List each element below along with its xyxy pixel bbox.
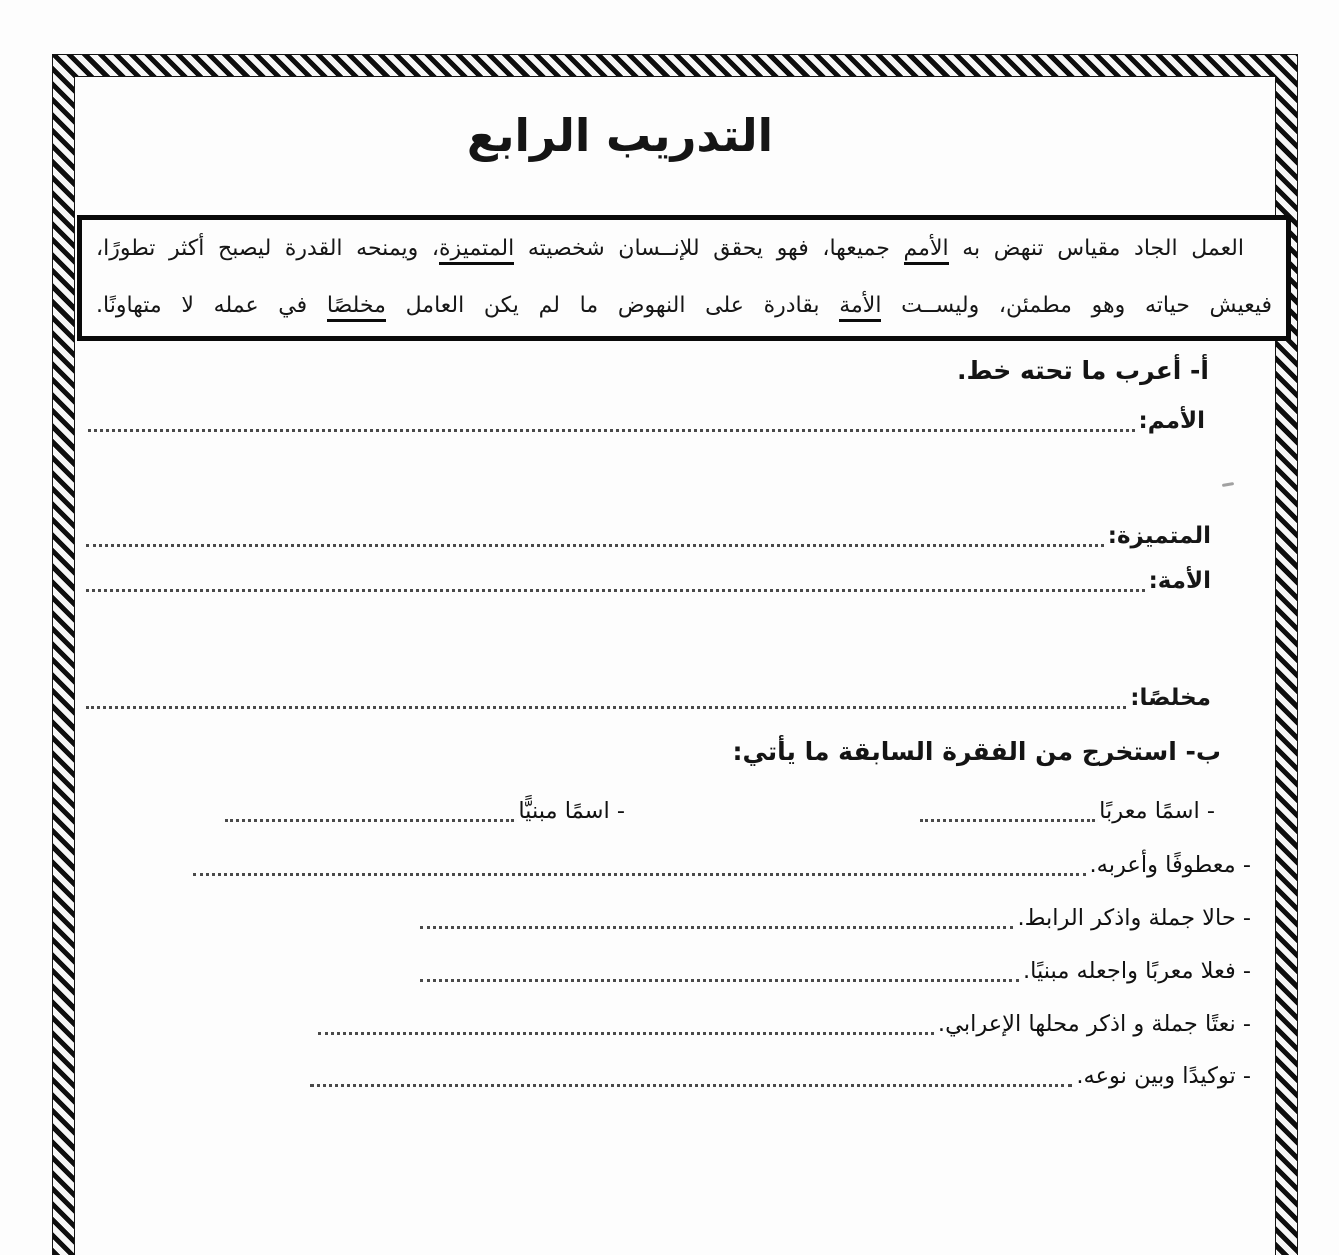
extract-row-hal — [420, 899, 1251, 935]
passage-line-1 — [96, 220, 1272, 277]
answer-blank-line — [310, 1083, 1072, 1087]
extract-label: - توكيدًا وبين نوعه. — [1076, 1063, 1251, 1089]
extract-row-muarab — [920, 792, 1215, 828]
extract-row-naat — [318, 1005, 1251, 1041]
underlined-word: الأمة — [839, 293, 881, 322]
underlined-word: الأمم — [904, 236, 949, 265]
answer-row-umam — [88, 402, 1205, 438]
answer-blank-line — [86, 588, 1145, 592]
passage-text: في عمله لا متهاونًا. — [96, 293, 327, 318]
answer-blank-line — [86, 543, 1104, 547]
answer-label: المتميزة: — [1107, 523, 1211, 549]
extract-label: - فعلا معربًا واجعله مبنيًا. — [1022, 958, 1251, 984]
extract-label: - اسمًا مبنيًّا — [518, 798, 625, 824]
section-a-heading: أ- أعرب ما تحته خط. — [956, 356, 1209, 385]
answer-blank-line — [225, 818, 514, 822]
passage-text: بقادرة على النهوض ما لم يكن العامل — [385, 293, 840, 318]
underlined-word: المتميزة — [439, 236, 514, 265]
extract-row-fiil — [420, 952, 1251, 988]
extract-label: - معطوفًا وأعربه. — [1089, 852, 1251, 878]
answer-label: الأمة: — [1148, 568, 1211, 594]
answer-blank-line — [318, 1031, 934, 1035]
passage-text: جميعها، فهو يحقق للإنــسان شخصيته — [514, 236, 904, 261]
extract-label: - حالا جملة واذكر الرابط. — [1017, 905, 1251, 931]
passage-text: فيعيش حياته وهو مطمئن، وليســت — [881, 293, 1272, 318]
answer-label: مخلصًا: — [1130, 685, 1211, 711]
answer-blank-line — [420, 978, 1019, 982]
answer-blank-line — [88, 428, 1135, 432]
answer-row-mukhlisan — [86, 679, 1211, 715]
passage-box — [77, 215, 1291, 341]
extract-label: - نعتًا جملة و اذكر محلها الإعرابي. — [937, 1011, 1251, 1037]
answer-row-mutamayyiza — [86, 517, 1211, 553]
extract-row-matuf — [193, 846, 1251, 882]
underlined-word: مخلصًا — [327, 293, 386, 322]
extract-label: - اسمًا معربًا — [1099, 798, 1215, 824]
passage-text: ، ويمنحه القدرة ليصبح أكثر تطورًا، — [96, 236, 440, 261]
passage-text: العمل الجاد مقياس تنهض به — [948, 236, 1244, 261]
extract-row-mabni — [225, 792, 625, 828]
answer-blank-line — [920, 818, 1095, 822]
answer-blank-line — [86, 705, 1126, 709]
extract-row-tawkid — [310, 1057, 1251, 1093]
answer-blank-line — [193, 872, 1086, 876]
answer-blank-line — [420, 925, 1013, 929]
answer-label: الأمم: — [1138, 408, 1205, 434]
answer-row-umma — [86, 562, 1211, 598]
passage-line-2 — [96, 277, 1272, 334]
page-title: التدريب الرابع — [466, 109, 774, 162]
section-b-heading: ب- استخرج من الفقرة السابقة ما يأتي: — [732, 737, 1221, 766]
